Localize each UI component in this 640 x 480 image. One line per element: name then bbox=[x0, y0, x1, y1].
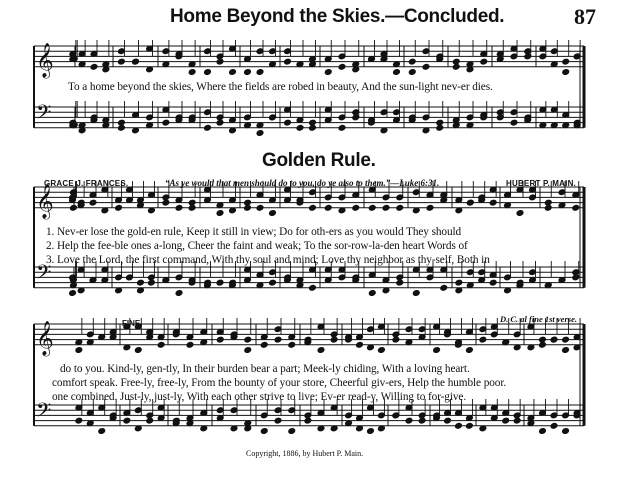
note-head bbox=[175, 290, 183, 297]
note-head bbox=[204, 69, 212, 76]
note-head bbox=[562, 58, 570, 65]
note-head bbox=[118, 124, 126, 131]
note-head bbox=[284, 119, 292, 126]
note-head bbox=[539, 341, 547, 348]
note-head bbox=[244, 69, 252, 76]
note-head bbox=[408, 58, 416, 65]
verse-3: 3. Love the Lord, the first command, With thy soul and mind; Love thy neighbor as thy-self, Both in bbox=[46, 254, 490, 266]
note-head bbox=[288, 341, 296, 348]
note-head bbox=[516, 210, 524, 217]
note-head bbox=[562, 69, 570, 76]
note-head bbox=[69, 290, 77, 297]
note-head bbox=[188, 204, 196, 211]
note-head bbox=[408, 69, 416, 76]
note-head bbox=[90, 63, 98, 70]
note-head bbox=[572, 204, 580, 211]
bass-clef-icon: 𝄢 bbox=[36, 260, 52, 289]
note-head bbox=[146, 417, 154, 424]
note-head bbox=[562, 336, 570, 343]
note-head bbox=[550, 422, 558, 429]
note-head bbox=[466, 199, 474, 206]
page-title: Home Beyond the Skies.—Concluded. bbox=[170, 6, 505, 27]
note-head bbox=[544, 204, 552, 211]
note-head bbox=[405, 417, 413, 424]
note-head bbox=[89, 199, 97, 206]
note-head bbox=[269, 210, 277, 217]
note-head bbox=[118, 58, 126, 65]
note-head bbox=[256, 204, 264, 211]
note-head bbox=[256, 69, 264, 76]
note-head bbox=[338, 63, 346, 70]
note-head bbox=[260, 341, 268, 348]
note-head bbox=[367, 428, 375, 435]
note-head bbox=[452, 63, 460, 70]
note-head bbox=[98, 428, 106, 435]
note-head bbox=[260, 428, 268, 435]
note-head bbox=[440, 284, 448, 291]
note-head bbox=[304, 417, 312, 424]
note-head bbox=[134, 347, 142, 354]
verse-2: 2. Help the fee-ble ones a-long, Cheer the faint and weak; To the sor-row-la-den heart Words of bbox=[46, 240, 468, 252]
note-head bbox=[123, 417, 131, 424]
fine-marking: FINE. bbox=[122, 319, 143, 328]
note-head bbox=[422, 63, 430, 70]
refrain-2: comfort speak. Free-ly, free-ly, From the bounty of your store, Cheerful giv-ers, Help the humble poor. bbox=[52, 377, 507, 389]
note-head bbox=[175, 204, 183, 211]
note-head bbox=[216, 279, 224, 286]
note-head bbox=[356, 341, 364, 348]
note-head bbox=[480, 58, 488, 65]
note-head bbox=[137, 279, 145, 286]
note-head bbox=[352, 204, 360, 211]
note-head bbox=[513, 417, 521, 424]
note-head bbox=[489, 199, 497, 206]
note-head bbox=[412, 290, 420, 297]
note-head bbox=[309, 284, 317, 291]
note-head bbox=[562, 347, 570, 354]
note-head bbox=[296, 124, 304, 131]
note-head bbox=[466, 422, 474, 429]
note-head bbox=[426, 204, 434, 211]
note-head bbox=[393, 69, 401, 76]
note-head bbox=[502, 417, 510, 424]
note-head bbox=[216, 210, 224, 217]
note-head bbox=[309, 124, 317, 131]
note-head bbox=[132, 58, 140, 65]
note-head bbox=[368, 204, 376, 211]
note-head bbox=[274, 417, 282, 424]
note-head bbox=[309, 204, 317, 211]
note-head bbox=[324, 204, 332, 211]
note-head bbox=[244, 204, 252, 211]
refrain-1: do to you. Kind-ly, gen-tly, In their burden bear a part; Meek-ly chiding, With a loving heart. bbox=[60, 363, 470, 375]
note-head bbox=[284, 58, 292, 65]
note-head bbox=[256, 130, 264, 137]
note-head bbox=[466, 347, 474, 354]
verse-1: 1. Nev-er lose the gold-en rule, Keep it still in view; Do for oth-ers as you would They should bbox=[46, 226, 462, 238]
note-head bbox=[157, 341, 165, 348]
treble-clef-icon: 𝄞 bbox=[36, 42, 54, 78]
bass-clef-icon: 𝄢 bbox=[36, 100, 52, 129]
note-head bbox=[539, 428, 547, 435]
dc-marking: D. C. al fine 1st verse. bbox=[500, 314, 577, 324]
note-head bbox=[489, 279, 497, 286]
note-head bbox=[324, 69, 332, 76]
hymn1-lyric: To a home beyond the skies, Where the fields are robed in beauty, And the sun-light nev-er dies. bbox=[68, 81, 493, 93]
note-head bbox=[396, 204, 404, 211]
hymn2-composer: HUBERT P. MAIN. bbox=[506, 179, 576, 188]
note-head bbox=[229, 69, 237, 76]
note-head bbox=[162, 199, 170, 206]
note-head bbox=[244, 336, 252, 343]
note-head bbox=[455, 422, 463, 429]
note-head bbox=[75, 347, 83, 354]
note-head bbox=[317, 347, 325, 354]
note-head bbox=[188, 69, 196, 76]
note-head bbox=[70, 204, 78, 211]
note-head bbox=[510, 119, 518, 126]
bass-clef-icon: 𝄢 bbox=[36, 398, 52, 427]
page-number: 87 bbox=[574, 4, 596, 29]
note-head bbox=[204, 124, 212, 131]
note-head bbox=[330, 336, 338, 343]
treble-clef-icon: 𝄞 bbox=[36, 183, 54, 219]
note-head bbox=[75, 417, 83, 424]
hymn2-scripture: “As ye would that men should do to you, do ye also to them.”—Luke 6:31. bbox=[165, 178, 440, 188]
treble-clef-icon: 𝄞 bbox=[36, 320, 54, 356]
note-head bbox=[433, 347, 441, 354]
note-head bbox=[479, 336, 487, 343]
note-head bbox=[338, 124, 346, 131]
note-head bbox=[382, 204, 390, 211]
note-head bbox=[455, 279, 463, 286]
note-head bbox=[244, 347, 252, 354]
hymn2-title: Golden Rule. bbox=[262, 150, 376, 171]
refrain-3: one combined. Just-ly, just-ly, With each other strive to live; Ev-er read-y, Willing to for-give. bbox=[52, 391, 467, 403]
note-head bbox=[148, 279, 156, 286]
note-head bbox=[562, 428, 570, 435]
note-head bbox=[288, 428, 296, 435]
note-head bbox=[378, 347, 386, 354]
note-head bbox=[274, 336, 282, 343]
note-head bbox=[368, 290, 376, 297]
note-head bbox=[216, 336, 224, 343]
hymn2-author: GRACE J. FRANCES. bbox=[44, 179, 129, 188]
note-head bbox=[115, 204, 123, 211]
note-head bbox=[186, 341, 194, 348]
note-head bbox=[216, 58, 224, 65]
copyright: Copyright, 1886, by Hubert P. Main. bbox=[246, 449, 364, 458]
note-head bbox=[444, 417, 452, 424]
note-head bbox=[162, 119, 170, 126]
note-head bbox=[269, 279, 277, 286]
note-head bbox=[550, 336, 558, 343]
note-head bbox=[436, 124, 444, 131]
